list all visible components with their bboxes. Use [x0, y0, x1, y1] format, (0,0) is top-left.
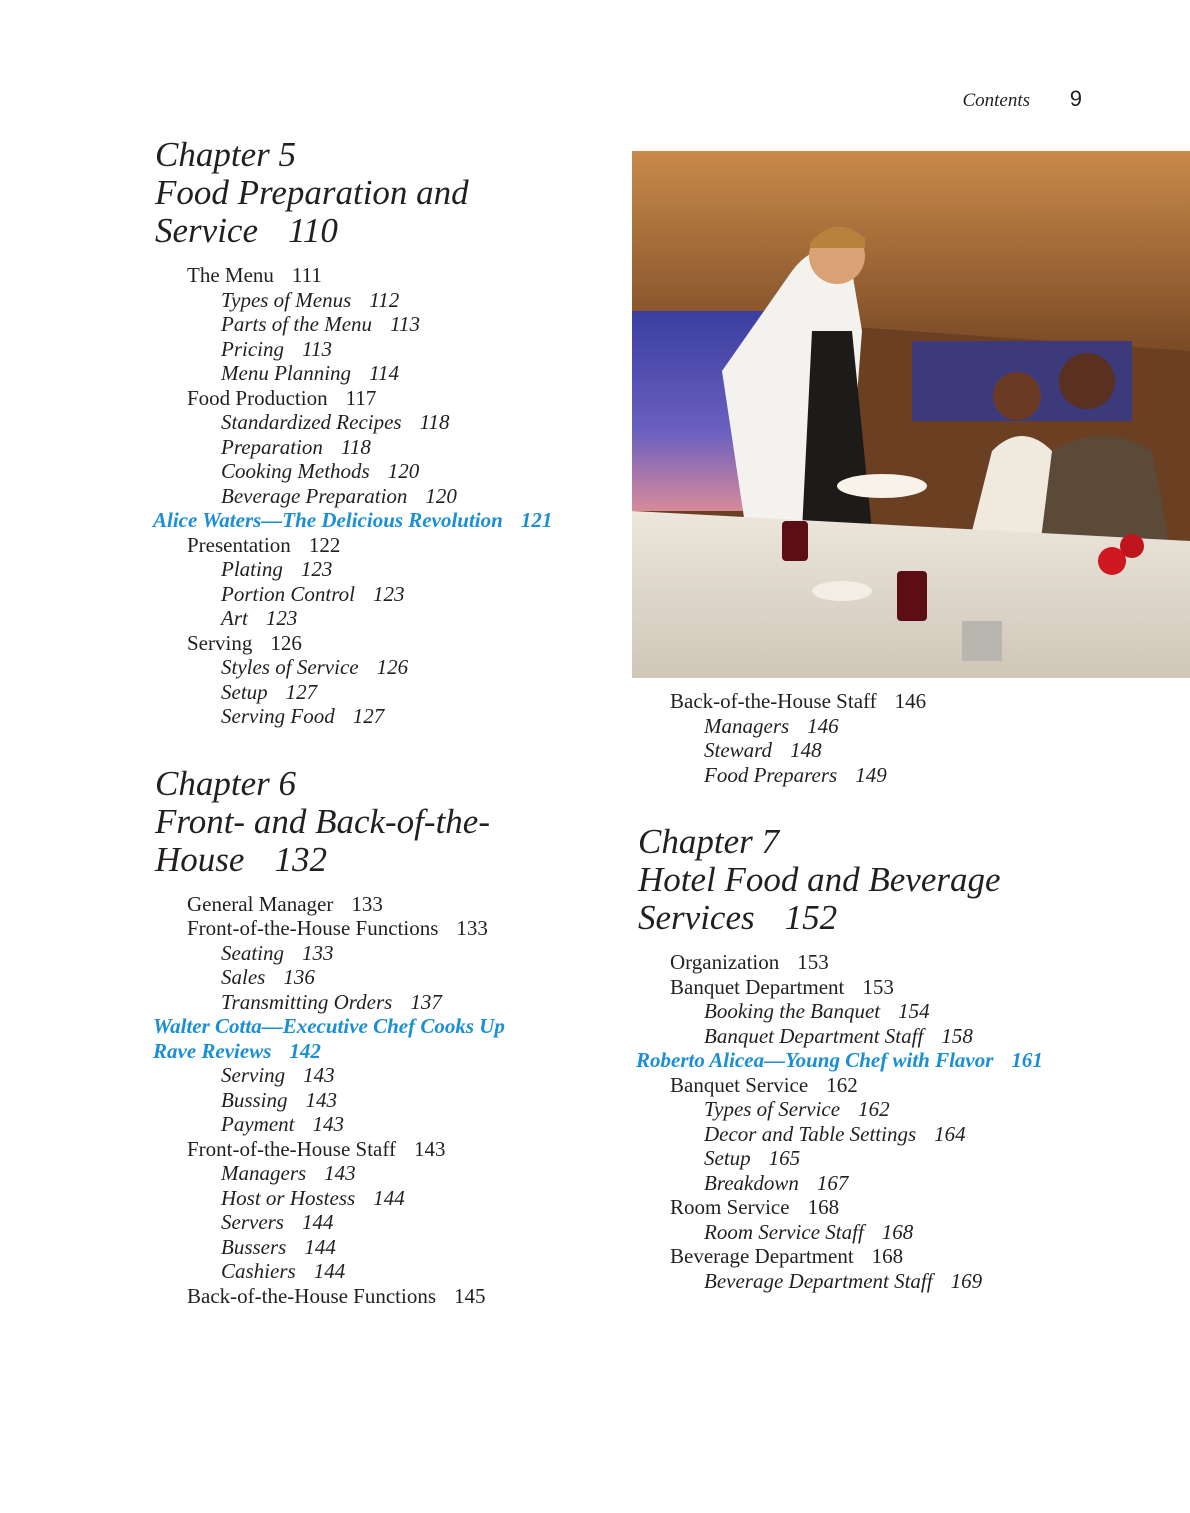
entry-title: Serving	[221, 1063, 286, 1087]
entry-title: Menu Planning	[221, 361, 352, 385]
entry-title: Transmitting Orders	[221, 989, 393, 1014]
toc-entry[interactable]	[636, 1024, 1096, 1049]
entry-title: Food Preparers	[704, 762, 838, 787]
chapter-page-number: 152	[784, 898, 838, 937]
entry-page-number: 165	[768, 1146, 801, 1170]
entry-page-number: 162	[858, 1097, 890, 1121]
chapter-heading-text: Food Preparation and	[155, 173, 469, 212]
toc-entry[interactable]	[636, 975, 1096, 1000]
entry-title: Organization	[670, 950, 780, 974]
toc-entry[interactable]	[153, 1259, 613, 1284]
chapter-heading-line	[155, 174, 613, 212]
toc-entry[interactable]	[153, 1235, 613, 1260]
toc-entry[interactable]	[636, 1269, 1096, 1294]
entry-title: Food Production	[187, 385, 328, 410]
entry-page-number: 118	[340, 434, 371, 459]
toc-entry[interactable]	[636, 1146, 1096, 1171]
entry-page-number: 168	[871, 1244, 904, 1268]
toc-entry[interactable]	[636, 1122, 1096, 1147]
entry-title: Payment	[221, 1112, 295, 1136]
entry-title: Banquet Department	[670, 974, 845, 999]
toc-entry[interactable]	[153, 1161, 613, 1186]
entry-page-number: 143	[303, 1063, 335, 1087]
entry-title: Standardized Recipes	[221, 410, 402, 434]
entry-title: Serving Food	[221, 704, 335, 728]
toc-entry[interactable]	[153, 606, 613, 631]
toc-entry[interactable]	[153, 263, 613, 288]
entry-page-number: 144	[301, 1210, 334, 1234]
entry-page-number: 120	[425, 483, 457, 508]
entry-page-number: 123	[300, 557, 333, 581]
toc-entry[interactable]	[636, 1244, 1096, 1269]
entry-title: Types of Menus	[221, 287, 352, 312]
toc-entry[interactable]	[153, 1112, 613, 1137]
entry-title: Pricing	[221, 336, 284, 361]
toc-entry[interactable]	[153, 1186, 613, 1211]
dining-car-photo	[632, 151, 1190, 678]
entry-page-number: 167	[816, 1170, 849, 1195]
entry-title: Seating	[221, 940, 284, 965]
toc-entry[interactable]	[153, 533, 613, 558]
chapter-heading-text: Services	[638, 898, 755, 937]
chapter-heading-line	[155, 841, 613, 879]
entry-page-number: 133	[351, 891, 383, 916]
entry-title: Steward	[704, 738, 773, 762]
entry-page-number: 153	[862, 974, 894, 999]
chapter-heading-text: Service	[155, 211, 258, 250]
toc-entry[interactable]	[153, 631, 613, 656]
entry-title: Back-of-the-House Functions	[187, 1283, 437, 1308]
feature-title: Roberto Alicea—Young Chef with Flavor	[636, 1048, 994, 1072]
toc-entry[interactable]	[153, 990, 613, 1015]
entry-page-number: 123	[373, 581, 405, 606]
entry-title: Beverage Department Staff	[704, 1268, 933, 1293]
entry-title: The Menu	[187, 263, 274, 287]
chapter-heading-line	[638, 861, 1096, 899]
toc-entry[interactable]	[636, 999, 1096, 1024]
entry-title: Cooking Methods	[221, 459, 370, 483]
chapter-heading-line	[155, 212, 613, 250]
entry-title: Setup	[221, 679, 268, 704]
entry-title: Presentation	[187, 532, 291, 557]
toc-entry[interactable]	[153, 337, 613, 362]
toc-entry[interactable]	[636, 689, 1096, 714]
entry-title: Managers	[221, 1161, 307, 1185]
entry-title: Room Service	[670, 1195, 790, 1219]
toc-column-right	[636, 689, 1096, 1293]
toc-entry[interactable]	[153, 557, 613, 582]
entry-title: Plating	[221, 557, 283, 581]
chapter-heading-line	[155, 803, 613, 841]
chapter-page-number: 110	[287, 211, 338, 250]
entry-page-number: 143	[414, 1136, 446, 1161]
toc-entry[interactable]	[153, 410, 613, 435]
entry-title: Bussers	[221, 1234, 287, 1259]
entry-page-number: 168	[807, 1195, 840, 1219]
feature-entry[interactable]	[636, 1048, 1096, 1073]
entry-page-number: 117	[345, 385, 377, 410]
chapter-heading	[638, 823, 1096, 937]
toc-entry[interactable]	[153, 484, 613, 509]
entry-page-number: 118	[419, 410, 450, 434]
entry-title: Front-of-the-House Functions	[187, 916, 439, 940]
entry-page-number: 148	[790, 738, 822, 762]
toc-entry[interactable]	[636, 1171, 1096, 1196]
chapter-heading-line	[155, 765, 613, 803]
entry-page-number: 136	[283, 965, 315, 989]
toc-entry[interactable]	[153, 1210, 613, 1235]
toc-entry[interactable]	[153, 386, 613, 411]
entry-page-number: 146	[807, 713, 839, 738]
toc-entry[interactable]	[153, 361, 613, 386]
toc-entry[interactable]	[153, 680, 613, 705]
entry-page-number: 111	[291, 263, 322, 287]
chapter-heading-line	[155, 136, 613, 174]
chapter-page-number: 132	[274, 839, 327, 879]
entry-page-number: 142	[289, 1038, 321, 1063]
entry-title: Host or Hostess	[221, 1185, 356, 1210]
toc-entry[interactable]	[153, 435, 613, 460]
entry-title: Managers	[704, 713, 790, 738]
chapter-heading-text: Chapter 5	[155, 135, 296, 174]
toc-entry[interactable]	[153, 1088, 613, 1113]
feature-title: Walter Cotta—Executive Chef Cooks Up	[153, 1014, 505, 1038]
chapter-heading-text: Chapter 7	[638, 822, 779, 861]
entry-page-number: 121	[520, 508, 553, 532]
feature-title: Alice Waters—The Delicious Revolution	[153, 508, 503, 532]
feature-entry[interactable]	[153, 508, 613, 533]
entry-title: Breakdown	[704, 1170, 799, 1195]
chapter-heading-text: House	[155, 839, 245, 879]
entry-title: Sales	[221, 965, 266, 989]
entry-page-number: 112	[369, 287, 400, 312]
entry-page-number: 127	[352, 704, 385, 728]
entry-title: Room Service Staff	[704, 1219, 864, 1244]
toc-entry[interactable]	[153, 892, 613, 917]
entry-title: General Manager	[187, 891, 334, 916]
toc-entry[interactable]	[153, 582, 613, 607]
toc-entry[interactable]	[153, 704, 613, 729]
running-head-label: Contents	[962, 90, 1031, 111]
entry-page-number: 133	[302, 940, 334, 965]
entry-page-number: 145	[454, 1283, 486, 1308]
toc-entry[interactable]	[636, 950, 1096, 975]
toc-entry[interactable]	[636, 763, 1096, 788]
chapter-heading-text: Front- and Back-of-the-	[155, 801, 490, 841]
toc-entry[interactable]	[636, 714, 1096, 739]
entry-page-number: 143	[312, 1112, 344, 1136]
toc-entry[interactable]	[153, 288, 613, 313]
entry-title: Back-of-the-House Staff	[670, 689, 877, 713]
entry-page-number: 161	[1011, 1048, 1043, 1072]
entry-title: Preparation	[221, 434, 323, 459]
entry-page-number: 158	[941, 1023, 973, 1048]
running-head	[962, 86, 1082, 112]
toc-entry[interactable]	[153, 459, 613, 484]
feature-entry[interactable]	[153, 1014, 613, 1039]
entry-title: Bussing	[221, 1087, 288, 1112]
entry-title: Banquet Department Staff	[704, 1023, 924, 1048]
toc-entry[interactable]	[636, 738, 1096, 763]
entry-page-number: 168	[881, 1219, 914, 1244]
entry-title: Beverage Department	[670, 1244, 854, 1268]
entry-title: Cashiers	[221, 1259, 296, 1283]
toc-entry[interactable]	[153, 941, 613, 966]
entry-page-number: 122	[308, 532, 341, 557]
entry-page-number: 154	[898, 999, 930, 1023]
entry-page-number: 133	[456, 916, 488, 940]
entry-page-number: 137	[410, 989, 442, 1014]
page-number: 9	[1069, 86, 1082, 111]
entry-page-number: 127	[285, 679, 318, 704]
entry-title: Banquet Service	[670, 1072, 809, 1097]
toc-column-left	[153, 136, 613, 1308]
chapter-heading-text: Hotel Food and Beverage	[638, 860, 1001, 899]
toc-entry[interactable]	[636, 1195, 1096, 1220]
toc-entry[interactable]	[636, 1073, 1096, 1098]
entry-page-number: 143	[305, 1087, 338, 1112]
entry-page-number: 149	[855, 762, 887, 787]
entry-page-number: 113	[302, 336, 332, 361]
chapter-heading	[155, 136, 613, 250]
entry-title: Decor and Table Settings	[704, 1121, 917, 1146]
entry-title: Types of Service	[704, 1097, 841, 1121]
entry-title: Portion Control	[221, 581, 355, 606]
entry-title: Servers	[221, 1210, 284, 1234]
entry-page-number: 164	[934, 1121, 966, 1146]
entry-page-number: 144	[373, 1185, 405, 1210]
feature-title: Rave Reviews	[153, 1038, 272, 1063]
toc-entry[interactable]	[153, 655, 613, 680]
entry-title: Booking the Banquet	[704, 999, 881, 1023]
chapter-heading	[155, 765, 613, 879]
entry-page-number: 143	[324, 1161, 356, 1185]
entry-title: Beverage Preparation	[221, 483, 408, 508]
toc-entry[interactable]	[153, 1137, 613, 1162]
entry-page-number: 113	[390, 312, 421, 336]
toc-entry[interactable]	[153, 916, 613, 941]
entry-title: Front-of-the-House Staff	[187, 1136, 396, 1161]
entry-title: Art	[221, 606, 248, 630]
entry-title: Serving	[187, 630, 253, 655]
toc-entry[interactable]	[153, 1063, 613, 1088]
feature-entry[interactable]	[153, 1039, 613, 1064]
entry-page-number: 144	[304, 1234, 336, 1259]
toc-entry[interactable]	[636, 1220, 1096, 1245]
entry-page-number: 126	[376, 655, 409, 679]
entry-title: Styles of Service	[221, 655, 359, 679]
toc-entry[interactable]	[153, 1284, 613, 1309]
toc-entry[interactable]	[153, 312, 613, 337]
chapter-heading-text: Chapter 6	[155, 763, 296, 803]
entry-page-number: 169	[950, 1268, 983, 1293]
entry-page-number: 144	[313, 1259, 346, 1283]
chapter-heading-line	[638, 823, 1096, 861]
entry-page-number: 114	[369, 361, 400, 385]
entry-title: Setup	[704, 1146, 751, 1170]
chapter-heading-line	[638, 899, 1096, 937]
entry-page-number: 123	[265, 606, 298, 630]
toc-entry[interactable]	[153, 965, 613, 990]
entry-page-number: 126	[270, 630, 302, 655]
entry-page-number: 120	[387, 459, 420, 483]
entry-page-number: 153	[797, 950, 829, 974]
toc-entry[interactable]	[636, 1097, 1096, 1122]
entry-page-number: 146	[894, 689, 927, 713]
entry-page-number: 162	[826, 1072, 858, 1097]
entry-title: Parts of the Menu	[221, 312, 373, 336]
